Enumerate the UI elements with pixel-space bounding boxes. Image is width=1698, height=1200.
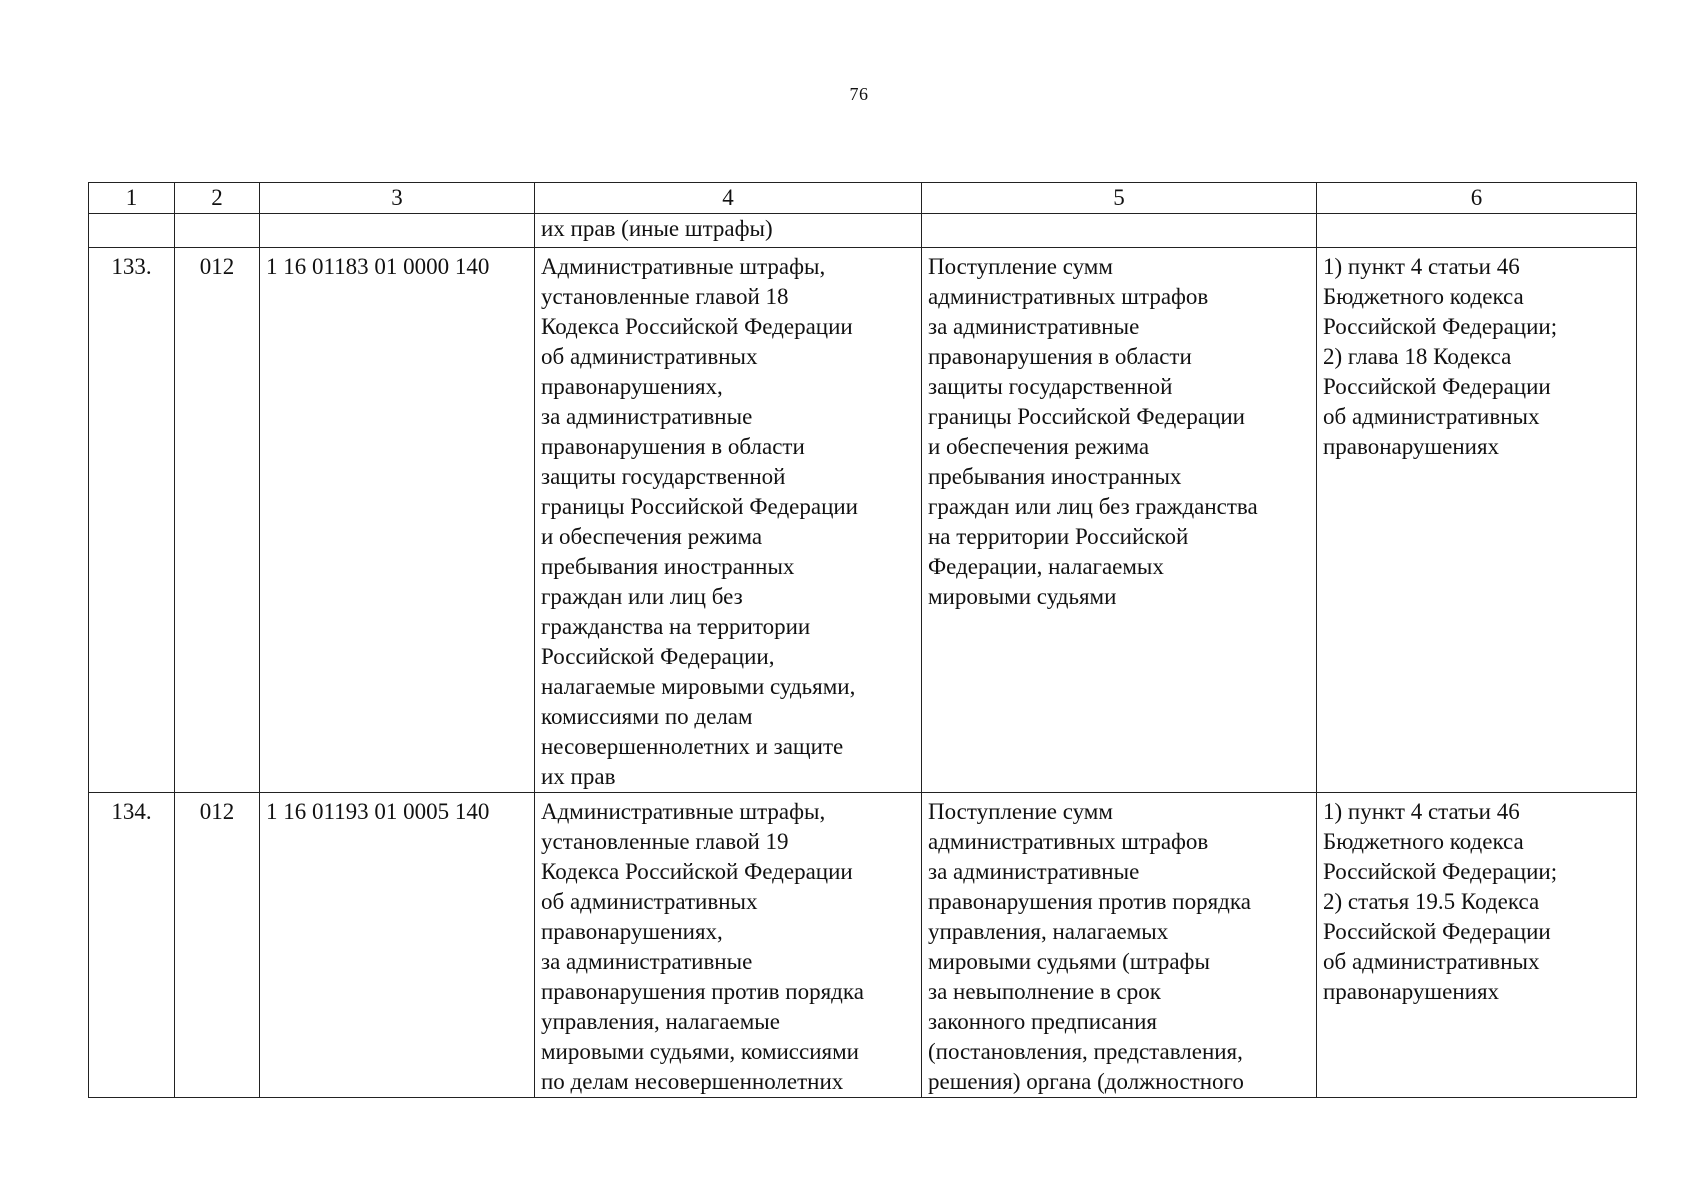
continuation-cell-1 [89,214,175,248]
continuation-cell-6 [1317,214,1637,248]
column-header-6: 6 [1317,183,1637,214]
kbk-code: 1 16 01193 01 0005 140 [260,793,535,1098]
column-header-2: 2 [175,183,260,214]
column-header-4: 4 [535,183,922,214]
column-header-5: 5 [922,183,1317,214]
revenue-description: Поступление сумм административных штрафов за административные правонарушения в области защиты государственной границы Российской Федерации и обеспечения режима пребывания иностранных граждан или лиц без гражданства на территории Российской Федерации, налагаемых мировыми судьями [922,248,1317,793]
row-number: 134. [89,793,175,1098]
column-header-1: 1 [89,183,175,214]
row-number: 133. [89,248,175,793]
revenue-name: Административные штрафы, установленные главой 19 Кодекса Российской Федерации об административных правонарушениях, за административные правонарушения против порядка управления, налагаемые мировыми судьями, комиссиями по делам несовершеннолетних [535,793,922,1098]
table-header-row [89,183,1637,214]
continuation-cell-3 [260,214,535,248]
continuation-row [89,214,1637,248]
kbk-code: 1 16 01183 01 0000 140 [260,248,535,793]
table-row [89,793,1637,1098]
page-number: 76 [849,84,869,104]
table-row [89,248,1637,793]
administrator-code: 012 [175,248,260,793]
continuation-cell-2 [175,214,260,248]
continuation-cell-5 [922,214,1317,248]
revenue-name: Административные штрафы, установленные главой 18 Кодекса Российской Федерации об административных правонарушениях, за административные правонарушения в области защиты государственной границы Российской Федерации и обеспечения режима пребывания иностранных граждан или лиц без гражданства на территории Российской Федерации, налагаемые мировыми судьями, комиссиями по делам несовершеннолетних и защите их прав [535,248,922,793]
budget-classification-table [88,182,1637,1098]
administrator-code: 012 [175,793,260,1098]
legal-basis: 1) пункт 4 статьи 46 Бюджетного кодекса Российской Федерации; 2) глава 18 Кодекса Российской Федерации об административных правонарушениях [1317,248,1637,793]
legal-basis: 1) пункт 4 статьи 46 Бюджетного кодекса Российской Федерации; 2) статья 19.5 Кодекса Российской Федерации об административных правонарушениях [1317,793,1637,1098]
continuation-cell-4: их прав (иные штрафы) [535,214,922,248]
revenue-description: Поступление сумм административных штрафов за административные правонарушения против порядка управления, налагаемых мировыми судьями (штрафы за невыполнение в срок законного предписания (постановления, представления, решения) органа (должностного [922,793,1317,1098]
column-header-3: 3 [260,183,535,214]
